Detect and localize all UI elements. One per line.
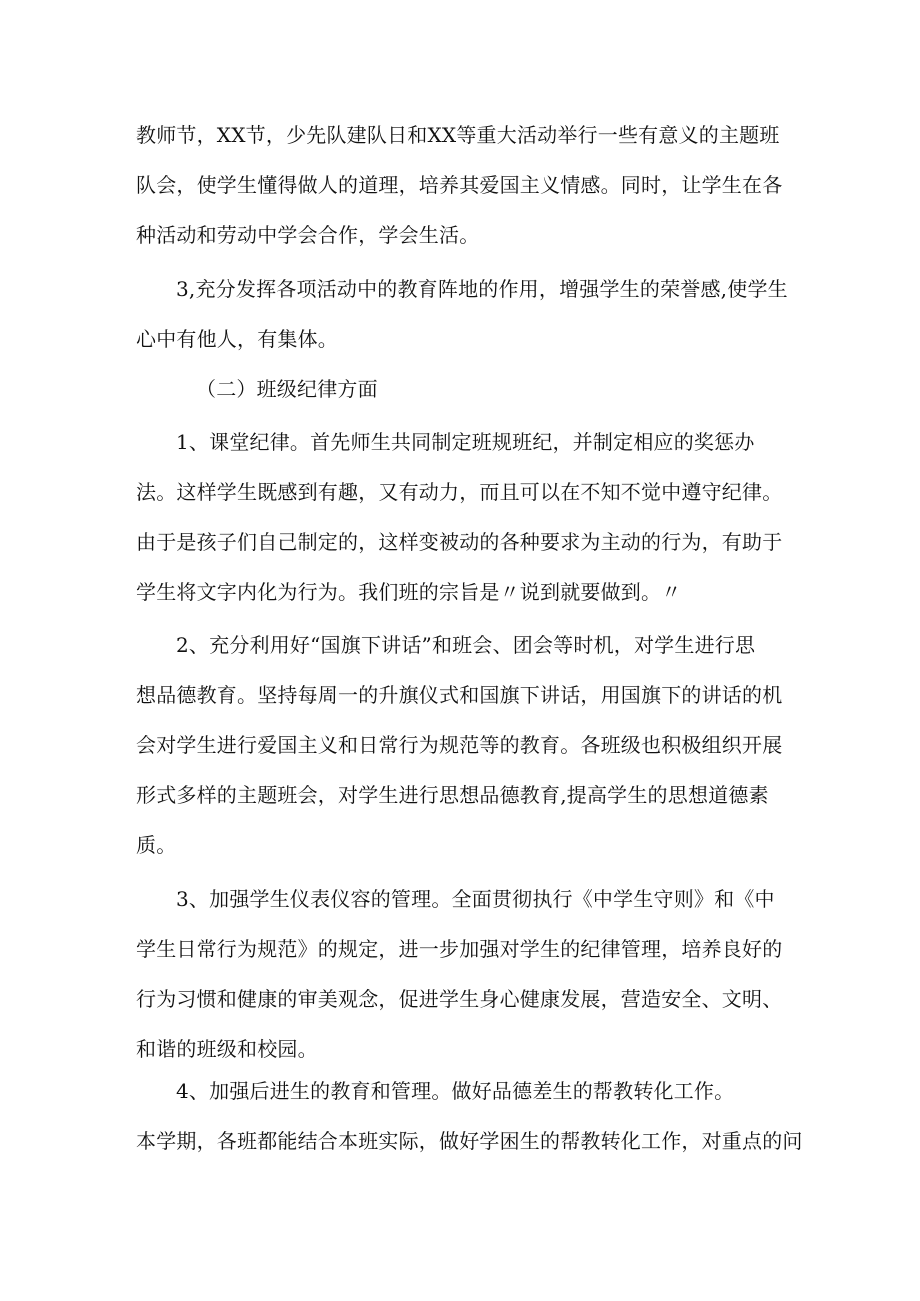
text-line-21: 本学期，各班都能结合本班实际，做好学困生的帮教转化工作，对重点的问 <box>136 1129 803 1153</box>
text-line-3: 种活动和劳动中学会合作，学会生活。 <box>136 223 480 247</box>
text-line-17: 学生日常行为规范》的规定，进一步加强对学生的纪律管理，培养良好的 <box>136 937 783 961</box>
text-line-13: 会对学生进行爱国主义和日常行为规范等的教育。各班级也积极组织开展 <box>136 733 783 757</box>
text-line-5: 心中有他人，有集体。 <box>136 327 338 351</box>
text-line-18: 行为习惯和健康的审美观念，促进学生身心健康发展，营造安全、文明、 <box>136 987 783 1011</box>
text-line-12: 想品德教育。坚持每周一的升旗仪式和国旗下讲话，用国旗下的讲话的机 <box>136 683 783 707</box>
text-line-1: 教师节，XX节，少先队建队日和XX等重大活动举行一些有意义的主题班 <box>136 123 780 147</box>
text-line-7: 1、课堂纪律。首先师生共同制定班规班纪，并制定相应的奖惩办 <box>176 430 755 454</box>
text-line-11: 2、充分利用好“国旗下讲话”和班会、团会等时机，对学生进行思 <box>176 633 756 657</box>
text-line-2: 队会，使学生懂得做人的道理，培养其爱国主义情感。同时，让学生在各 <box>136 173 783 197</box>
text-line-10: 学生将文字内化为行为。我们班的宗旨是〃说到就要做到。〃 <box>136 580 682 604</box>
text-line-8: 法。这样学生既感到有趣，又有动力，而且可以在不知不觉中遵守纪律。 <box>136 480 783 504</box>
text-line-19: 和谐的班级和校园。 <box>136 1037 318 1061</box>
text-line-14: 形式多样的主题班会，对学生进行思想品德教育,提高学生的思想道德素 <box>136 783 769 807</box>
text-line-16: 3、加强学生仪表仪容的管理。全面贯彻执行《中学生守则》和《中 <box>176 887 775 911</box>
text-line-20: 4、加强后进生的教育和管理。做好品德差生的帮教转化工作。 <box>176 1079 735 1103</box>
text-line-9: 由于是孩子们自己制定的，这样变被动的各种要求为主动的行为，有助于 <box>136 530 783 554</box>
text-line-15: 质。 <box>136 833 177 857</box>
text-line-4: 3,充分发挥各项活动中的教育阵地的作用，增强学生的荣誉感,使学生 <box>176 277 788 301</box>
section-heading: （二）班级纪律方面 <box>196 377 378 401</box>
